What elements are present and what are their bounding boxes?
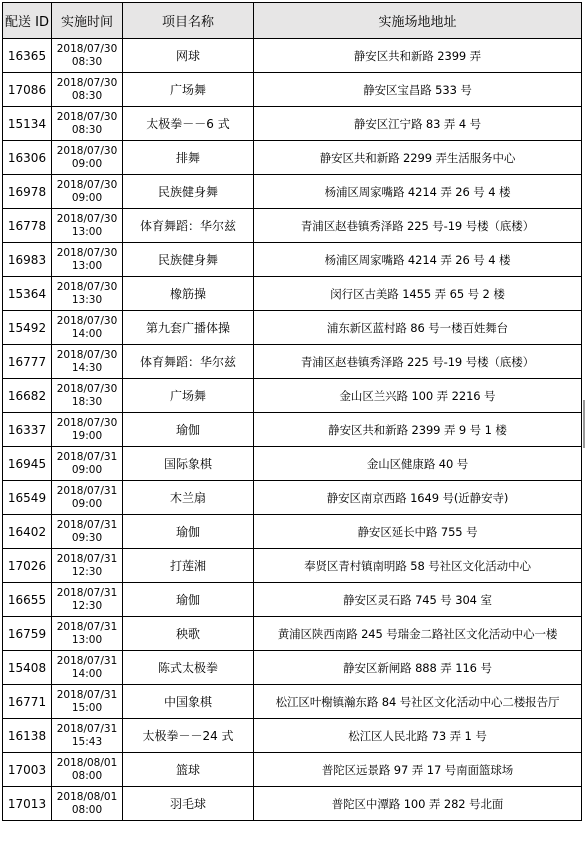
project-name-cell: 太极拳－－24 式	[123, 719, 254, 753]
dispatch-id-cell: 15492	[3, 311, 52, 345]
dispatch-id-cell: 15408	[3, 651, 52, 685]
date-text: 2018/07/30	[56, 416, 118, 429]
table-row	[3, 549, 582, 583]
project-name-cell: 广场舞	[123, 379, 254, 413]
dispatch-id-cell: 17003	[3, 753, 52, 787]
table-row	[3, 685, 582, 719]
date-text: 2018/07/31	[56, 688, 118, 701]
time-cell	[52, 175, 123, 209]
table-row	[3, 243, 582, 277]
clock-text: 09:00	[71, 463, 103, 476]
venue-address-cell: 杨浦区周家嘴路 4214 弄 26 号 4 楼	[254, 243, 582, 277]
date-text: 2018/08/01	[56, 756, 118, 769]
table-header	[3, 3, 582, 39]
dispatch-id-cell: 16978	[3, 175, 52, 209]
project-name-cell: 体育舞蹈：华尔兹	[123, 209, 254, 243]
dispatch-id-cell: 17086	[3, 73, 52, 107]
clock-text: 08:30	[71, 89, 103, 102]
clock-text: 13:00	[71, 259, 103, 272]
time-cell	[52, 583, 123, 617]
time-cell	[52, 719, 123, 753]
project-name-cell: 木兰扇	[123, 481, 254, 515]
clock-text: 12:30	[71, 565, 103, 578]
date-text: 2018/07/31	[56, 620, 118, 633]
date-text: 2018/07/30	[56, 314, 118, 327]
project-name-cell: 秧歌	[123, 617, 254, 651]
time-cell	[52, 787, 123, 821]
venue-address-cell: 静安区共和新路 2399 弄 9 号 1 楼	[254, 413, 582, 447]
time-cell	[52, 141, 123, 175]
clock-text: 09:00	[71, 191, 103, 204]
venue-address-cell: 静安区灵石路 745 号 304 室	[254, 583, 582, 617]
date-text: 2018/07/31	[56, 722, 118, 735]
header-dispatch-id: 配送 ID	[3, 3, 52, 39]
venue-address-cell: 普陀区中潭路 100 弄 282 号北面	[254, 787, 582, 821]
table-row	[3, 481, 582, 515]
time-cell	[52, 549, 123, 583]
time-cell	[52, 413, 123, 447]
venue-address-cell: 松江区人民北路 73 弄 1 号	[254, 719, 582, 753]
table-row	[3, 175, 582, 209]
date-text: 2018/07/30	[56, 382, 118, 395]
project-name-cell: 打莲湘	[123, 549, 254, 583]
date-text: 2018/08/01	[56, 790, 118, 803]
venue-address-cell: 浦东新区蓝村路 86 号一楼百姓舞台	[254, 311, 582, 345]
dispatch-id-cell: 16655	[3, 583, 52, 617]
date-text: 2018/07/30	[56, 246, 118, 259]
clock-text: 14:00	[71, 327, 103, 340]
dispatch-id-cell: 16402	[3, 515, 52, 549]
date-text: 2018/07/30	[56, 178, 118, 191]
project-name-cell: 国际象棋	[123, 447, 254, 481]
table-row	[3, 379, 582, 413]
dispatch-id-cell: 16682	[3, 379, 52, 413]
project-name-cell: 太极拳－－6 式	[123, 107, 254, 141]
table-row	[3, 719, 582, 753]
date-text: 2018/07/31	[56, 586, 118, 599]
venue-address-cell: 奉贤区青村镇南明路 58 号社区文化活动中心	[254, 549, 582, 583]
time-cell	[52, 345, 123, 379]
clock-text: 08:00	[71, 769, 103, 782]
dispatch-id-cell: 17013	[3, 787, 52, 821]
venue-address-cell: 静安区延长中路 755 号	[254, 515, 582, 549]
date-text: 2018/07/30	[56, 348, 118, 361]
table-row	[3, 515, 582, 549]
project-name-cell: 橡筋操	[123, 277, 254, 311]
clock-text: 09:00	[71, 497, 103, 510]
project-name-cell: 瑜伽	[123, 583, 254, 617]
time-cell	[52, 753, 123, 787]
venue-address-cell: 金山区兰兴路 100 弄 2216 号	[254, 379, 582, 413]
project-name-cell: 中国象棋	[123, 685, 254, 719]
dispatch-id-cell: 16777	[3, 345, 52, 379]
time-cell	[52, 107, 123, 141]
table-row	[3, 73, 582, 107]
date-text: 2018/07/31	[56, 654, 118, 667]
table-row	[3, 787, 582, 821]
clock-text: 12:30	[71, 599, 103, 612]
dispatch-id-cell: 16138	[3, 719, 52, 753]
venue-address-cell: 静安区宝昌路 533 号	[254, 73, 582, 107]
dispatch-id-cell: 16365	[3, 39, 52, 73]
table-row	[3, 447, 582, 481]
time-cell	[52, 73, 123, 107]
header-venue-address: 实施场地地址	[254, 3, 582, 39]
table-row	[3, 141, 582, 175]
dispatch-id-cell: 16549	[3, 481, 52, 515]
project-name-cell: 第九套广播体操	[123, 311, 254, 345]
dispatch-id-cell: 17026	[3, 549, 52, 583]
clock-text: 08:30	[71, 123, 103, 136]
clock-text: 13:00	[71, 225, 103, 238]
project-name-cell: 民族健身舞	[123, 243, 254, 277]
venue-address-cell: 金山区健康路 40 号	[254, 447, 582, 481]
table-row	[3, 209, 582, 243]
table-row	[3, 277, 582, 311]
venue-address-cell: 杨浦区周家嘴路 4214 弄 26 号 4 楼	[254, 175, 582, 209]
clock-text: 09:30	[71, 531, 103, 544]
date-text: 2018/07/31	[56, 552, 118, 565]
date-text: 2018/07/31	[56, 450, 118, 463]
project-name-cell: 瑜伽	[123, 413, 254, 447]
time-cell	[52, 651, 123, 685]
table-row	[3, 311, 582, 345]
date-text: 2018/07/30	[56, 110, 118, 123]
project-name-cell: 民族健身舞	[123, 175, 254, 209]
time-cell	[52, 379, 123, 413]
project-name-cell: 网球	[123, 39, 254, 73]
dispatch-id-cell: 16337	[3, 413, 52, 447]
date-text: 2018/07/30	[56, 42, 118, 55]
venue-address-cell: 静安区南京西路 1649 号(近静安寺)	[254, 481, 582, 515]
venue-address-cell: 普陀区远景路 97 弄 17 号南面篮球场	[254, 753, 582, 787]
table-row	[3, 107, 582, 141]
dispatch-id-cell: 16306	[3, 141, 52, 175]
clock-text: 09:00	[71, 157, 103, 170]
table-body	[3, 39, 582, 821]
table-row	[3, 651, 582, 685]
venue-address-cell: 静安区新闸路 888 弄 116 号	[254, 651, 582, 685]
table-row	[3, 753, 582, 787]
date-text: 2018/07/30	[56, 280, 118, 293]
table-row	[3, 617, 582, 651]
table-row	[3, 345, 582, 379]
venue-address-cell: 青浦区赵巷镇秀泽路 225 号-19 号楼（底楼）	[254, 345, 582, 379]
clock-text: 15:00	[71, 701, 103, 714]
clock-text: 14:00	[71, 667, 103, 680]
venue-address-cell: 闵行区古美路 1455 弄 65 号 2 楼	[254, 277, 582, 311]
time-cell	[52, 277, 123, 311]
clock-text: 19:00	[71, 429, 103, 442]
time-cell	[52, 481, 123, 515]
venue-address-cell: 青浦区赵巷镇秀泽路 225 号-19 号楼（底楼）	[254, 209, 582, 243]
dispatch-id-cell: 16771	[3, 685, 52, 719]
project-name-cell: 广场舞	[123, 73, 254, 107]
clock-text: 14:30	[71, 361, 103, 374]
dispatch-id-cell: 16945	[3, 447, 52, 481]
header-row	[3, 3, 582, 39]
date-text: 2018/07/30	[56, 212, 118, 225]
venue-address-cell: 黄浦区陕西南路 245 号瑞金二路社区文化活动中心一楼	[254, 617, 582, 651]
time-cell	[52, 209, 123, 243]
time-cell	[52, 447, 123, 481]
dispatch-id-cell: 15134	[3, 107, 52, 141]
project-name-cell: 羽毛球	[123, 787, 254, 821]
table-row	[3, 413, 582, 447]
clock-text: 08:00	[71, 803, 103, 816]
schedule-table	[2, 2, 582, 821]
table-row	[3, 39, 582, 73]
venue-address-cell: 松江区叶榭镇瀚东路 84 号社区文化活动中心二楼报告厅	[254, 685, 582, 719]
venue-address-cell: 静安区共和新路 2399 弄	[254, 39, 582, 73]
time-cell	[52, 311, 123, 345]
time-cell	[52, 515, 123, 549]
table-row	[3, 583, 582, 617]
dispatch-id-cell: 16778	[3, 209, 52, 243]
time-cell	[52, 243, 123, 277]
date-text: 2018/07/31	[56, 484, 118, 497]
time-cell	[52, 617, 123, 651]
project-name-cell: 体育舞蹈：华尔兹	[123, 345, 254, 379]
date-text: 2018/07/30	[56, 76, 118, 89]
clock-text: 08:30	[71, 55, 103, 68]
date-text: 2018/07/31	[56, 518, 118, 531]
dispatch-id-cell: 15364	[3, 277, 52, 311]
venue-address-cell: 静安区江宁路 83 弄 4 号	[254, 107, 582, 141]
header-project-name: 项目名称	[123, 3, 254, 39]
venue-address-cell: 静安区共和新路 2299 弄生活服务中心	[254, 141, 582, 175]
time-cell	[52, 39, 123, 73]
dispatch-id-cell: 16759	[3, 617, 52, 651]
project-name-cell: 排舞	[123, 141, 254, 175]
clock-text: 13:00	[71, 633, 103, 646]
header-time: 实施时间	[52, 3, 123, 39]
project-name-cell: 瑜伽	[123, 515, 254, 549]
time-cell	[52, 685, 123, 719]
dispatch-id-cell: 16983	[3, 243, 52, 277]
project-name-cell: 陈式太极拳	[123, 651, 254, 685]
project-name-cell: 篮球	[123, 753, 254, 787]
date-text: 2018/07/30	[56, 144, 118, 157]
clock-text: 13:30	[71, 293, 103, 306]
clock-text: 15:43	[71, 735, 103, 748]
clock-text: 18:30	[71, 395, 103, 408]
